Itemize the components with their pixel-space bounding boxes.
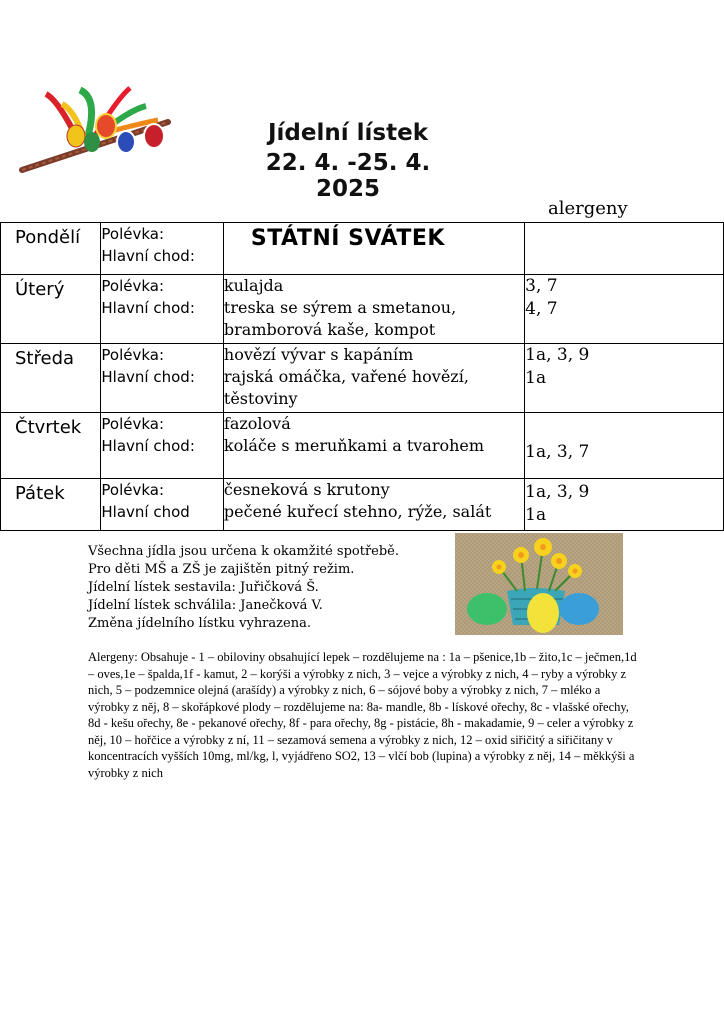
table-row: [1, 223, 724, 275]
table-row: [1, 275, 724, 344]
date-range: 22. 4. -25. 4. 2025: [265, 150, 431, 202]
soup-dish: česneková s krutony: [223, 480, 390, 499]
easter-eggs-image: [455, 533, 623, 635]
page-title: Jídelní lístek: [267, 120, 428, 146]
day-name: Pátek: [15, 483, 65, 504]
main-course-label: Hlavní chod:: [101, 437, 195, 455]
menu-table: [0, 222, 724, 531]
main-dish-cont: těstoviny: [223, 389, 298, 408]
allergens-legend: Alergeny: Obsahuje - 1 – obiloviny obsahující lepek – rozdělujeme na : 1a – pšenice,1b – žito,1c – ječmen,1d – oves,1e – špalda,1f - kamut, 2 – korýši a výrobky z nich, 3 – vejce a výrobky z nich, 4 – ryby a výrobky z nich, 5 – podzemnice olejná (arašídy) a výrobky z nich, 6 – sójové boby a výrobky z nich, 7 – mléko a výrobky z něj, 8 – skořápkové plody – rozdělujeme na: 8a- mandle, 8b - lískové ořechy, 8c - vlašské ořechy, 8d - kešu ořechy, 8e - pekanové ořechy, 8f - para ořechy, 8g - pistácie, 8h - makadamie, 9 – celer a výrobky z něj, 10 – hořčice a výrobky z ní, 11 – sezamová semena a výrobky z nich, 12 – oxid siřičitý a siřičitany v koncentracích vyšších 10mg, ml/kg, l, vyjádřeno SO2, 13 – vlčí bob (lupina) a výrobky z něj, 14 – měkkýši a výrobky z nich: [88, 650, 637, 780]
allergen-codes: 1a: [525, 368, 547, 388]
table-row: [1, 479, 724, 531]
main-course-label: Hlavní chod:: [101, 247, 195, 265]
note-line: Pro děti MŠ a ZŠ je zajištěn pitný režim.: [88, 562, 355, 577]
soup-dish: kulajda: [223, 276, 284, 295]
holiday-notice: STÁTNÍ SVÁTEK: [250, 226, 445, 251]
allergen-codes: 1a, 3, 7: [525, 442, 590, 462]
allergens-column-heading: alergeny: [548, 198, 628, 219]
soup-label: Polévka:: [101, 225, 165, 243]
day-name: Úterý: [15, 279, 65, 300]
day-name: Čtvrtek: [15, 417, 82, 438]
allergen-codes: 1a: [525, 505, 547, 525]
soup-dish: hovězí vývar s kapáním: [223, 345, 414, 364]
soup-label: Polévka:: [101, 277, 165, 295]
easter-whip-image: [18, 80, 188, 190]
allergen-codes: 3, 7: [525, 276, 558, 296]
soup-dish: fazolová: [223, 414, 291, 433]
soup-label: Polévka:: [101, 346, 165, 364]
allergen-codes: 4, 7: [525, 299, 558, 319]
note-line: Jídelní lístek sestavila: Juřičková Š.: [88, 580, 319, 595]
table-row: [1, 413, 724, 479]
main-dish: treska se sýrem a smetanou,: [223, 298, 457, 317]
main-dish: koláče s meruňkami a tvarohem: [223, 436, 485, 455]
day-name: Středa: [15, 348, 75, 369]
day-name: Pondělí: [15, 227, 81, 248]
notes-block: [88, 543, 399, 633]
allergen-codes: 1a, 3, 9: [525, 345, 590, 365]
soup-label: Polévka:: [101, 481, 165, 499]
note-line: Změna jídelního lístku vyhrazena.: [88, 616, 311, 631]
main-dish: pečené kuřecí stehno, rýže, salát: [223, 502, 492, 521]
allergen-codes: 1a, 3, 9: [525, 482, 590, 502]
main-course-label: Hlavní chod:: [101, 368, 195, 386]
note-line: Všechna jídla jsou určena k okamžité spotřebě.: [88, 544, 400, 559]
main-course-label: Hlavní chod: [101, 503, 190, 521]
note-line: Jídelní lístek schválila: Janečková V.: [88, 598, 323, 613]
main-course-label: Hlavní chod:: [101, 299, 195, 317]
soup-label: Polévka:: [101, 415, 165, 433]
main-dish: rajská omáčka, vařené hovězí,: [223, 367, 469, 386]
table-row: [1, 344, 724, 413]
main-dish-cont: bramborová kaše, kompot: [223, 320, 436, 339]
